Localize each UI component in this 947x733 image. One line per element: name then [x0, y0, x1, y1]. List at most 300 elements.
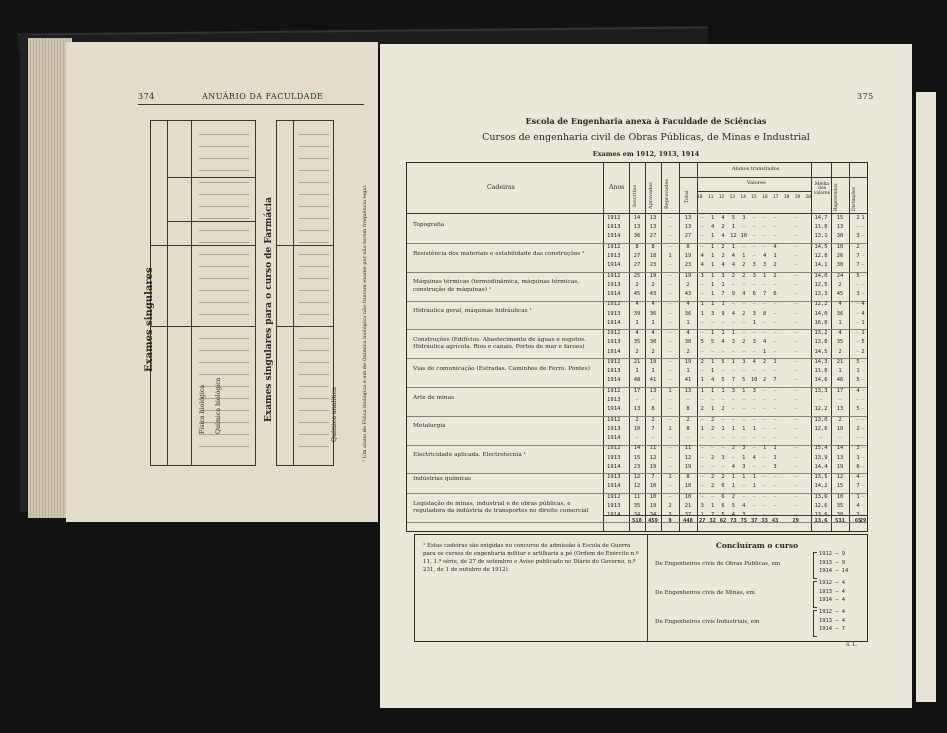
table-cell: — — [668, 233, 672, 240]
header-valores: Valores — [747, 180, 766, 186]
table-cell: — — [838, 396, 842, 403]
right-page — [380, 44, 912, 708]
year-cell: 1913 — [607, 502, 621, 509]
table-cell: — — [856, 310, 860, 317]
table-cell: — — [861, 272, 865, 279]
table-cell: — — [794, 445, 798, 452]
table-cell: — — [710, 445, 715, 452]
table-cell: — — [773, 224, 777, 231]
total-cell: 73 — [730, 518, 737, 524]
table-cell: 3 — [762, 262, 767, 269]
subject-block — [407, 417, 867, 445]
table-cell: — — [686, 396, 690, 403]
table-cell: — — [668, 445, 672, 452]
table-cell: 6 — [721, 483, 725, 490]
table-cell: 1 — [752, 474, 756, 481]
year-cell: 1913 — [607, 281, 621, 288]
table-cell: 10 — [750, 377, 758, 384]
concluiram-count: 1913 — 4 — [819, 588, 845, 595]
table-cell: — — [700, 434, 704, 441]
table-cell: — — [668, 348, 672, 355]
table-cell: 2 — [686, 281, 690, 288]
table-cell: 1 — [742, 474, 746, 481]
year-cell: 1912 — [607, 493, 621, 500]
table-cell: 4 — [773, 243, 777, 250]
subject-name: Legislação de minas, industrial e de obras públicas, e reguladora da indústria de transportes no direito comercial — [413, 500, 589, 514]
table-cell: 12 — [684, 454, 692, 461]
table-cell: 14,3 — [814, 359, 828, 365]
table-cell: — — [752, 233, 756, 240]
table-cell: 2 — [861, 348, 865, 355]
table-cell: — — [700, 233, 704, 240]
table-cell: 3 — [721, 272, 725, 279]
table-cell: 3 — [856, 290, 860, 297]
table-cell: 2 — [686, 416, 690, 423]
table-cell: 1 — [721, 425, 725, 432]
page-number-right: 375 — [857, 92, 874, 101]
table-cell: 2 — [721, 252, 725, 259]
header-alunos-transitados: Alunos transitados — [732, 166, 780, 172]
year-cell: 1913 — [607, 310, 621, 317]
table-cell: 14,7 — [814, 215, 828, 221]
year-cell: 1913 — [607, 396, 621, 403]
table-cell: 2 — [651, 348, 655, 355]
total-cell: 448 — [683, 518, 693, 524]
table-cell: 12,2 — [814, 406, 828, 413]
table-cell: — — [700, 416, 704, 423]
table-cell: — — [794, 377, 798, 384]
header-inscritos: Inscritos — [632, 184, 638, 207]
table-cell: — — [794, 368, 798, 375]
table-cell: — — [861, 463, 865, 470]
table-cell: — — [742, 493, 746, 500]
table-cell: — — [762, 368, 767, 375]
table-cell: 11 — [633, 493, 641, 500]
total-cell: 518 — [632, 518, 642, 524]
table-cell: 7 — [856, 483, 860, 490]
table-cell: 1 — [731, 425, 735, 432]
table-cell: 2 — [856, 425, 860, 432]
table-cell: — — [742, 406, 746, 413]
table-cell: — — [700, 281, 704, 288]
table-cell: — — [710, 348, 715, 355]
table-cell: 4 — [700, 262, 704, 269]
table-cell: 5 — [710, 339, 715, 346]
table-cell: 1 — [635, 368, 639, 375]
table-cell: 1 — [710, 368, 715, 375]
table-cell: 12,8 — [814, 252, 828, 259]
table-cell: — — [752, 493, 756, 500]
table-cell: — — [700, 224, 704, 231]
year-cell: 1914 — [607, 377, 621, 384]
table-cell: 2 — [762, 377, 767, 384]
table-cell: 4 — [856, 474, 860, 481]
header-dist: Distinções — [852, 186, 857, 211]
running-head: ANUÁRIO DA FACULDADE — [202, 92, 324, 101]
year-cell: 1914 — [607, 262, 621, 269]
table-cell: 3 — [721, 454, 725, 461]
table-cell: 1 — [752, 483, 756, 490]
table-cell: — — [861, 474, 865, 481]
table-cell: — — [721, 463, 725, 470]
table-cell: — — [861, 425, 865, 432]
table-cell: 39 — [633, 310, 641, 317]
table-cell: 5 — [856, 377, 860, 384]
table-cell: 14,5 — [814, 243, 828, 250]
table-cell: 3 — [856, 233, 860, 240]
year-cell: 1914 — [607, 463, 621, 470]
table-cell: — — [794, 454, 798, 461]
table-cell: 18 — [649, 252, 657, 259]
table-cell: 2 — [635, 281, 639, 288]
total-cell: 9 — [668, 518, 672, 524]
table-cell: 5 — [731, 502, 735, 509]
table-cell: — — [721, 319, 725, 326]
table-cell: 11 — [684, 445, 692, 452]
table-cell: — — [794, 224, 798, 231]
table-cell: 14,4 — [814, 463, 828, 470]
total-cell: 33 — [761, 518, 768, 524]
subject-block — [407, 359, 867, 387]
table-cell: 2 — [710, 454, 715, 461]
table-cell: — — [762, 434, 767, 441]
table-cell: — — [700, 215, 704, 221]
table-cell: 23 — [633, 463, 641, 470]
right-subtitle: Cursos de engenharia civil de Obras Públicas, de Minas e Industrial — [482, 132, 810, 143]
table-cell: — — [742, 319, 746, 326]
year-cell: 1914 — [607, 483, 621, 490]
table-cell: 43 — [649, 290, 657, 297]
subject-block — [407, 244, 867, 272]
table-cell: — — [794, 406, 798, 413]
table-cell: 1 — [752, 425, 756, 432]
table-cell: — — [861, 262, 865, 269]
table-cell: 14 — [836, 445, 844, 452]
table-cell: — — [861, 252, 865, 259]
total-cell: 29 — [859, 518, 867, 524]
table-cell: 2 — [635, 348, 639, 355]
table-cell: 1 — [651, 368, 655, 375]
table-cell: — — [861, 434, 865, 441]
page-number-left: 374 — [138, 92, 155, 101]
table-cell: 1 — [710, 262, 715, 269]
table-cell: — — [700, 493, 704, 500]
table-cell: — — [710, 319, 715, 326]
table-cell: 13,0 — [814, 339, 828, 346]
table-cell: 35 — [633, 502, 641, 509]
table-cell: 5 — [861, 339, 865, 346]
table-cell: 13,3 — [814, 290, 828, 297]
table-cell: — — [752, 348, 756, 355]
table-cell: — — [742, 483, 746, 490]
total-cell: 13,6 — [814, 518, 828, 524]
year-cell: 1914 — [607, 434, 621, 441]
table-cell: — — [861, 483, 865, 490]
table-cell: 19 — [649, 272, 657, 279]
table-cell: — — [773, 233, 777, 240]
table-cell: — — [794, 233, 798, 240]
table-cell: — — [731, 406, 735, 413]
table-cell: 19 — [649, 502, 657, 509]
table-cell: 4 — [651, 330, 655, 337]
table-cell: 1 — [686, 368, 690, 375]
table-cell: 4 — [752, 359, 756, 365]
table-cell: 13,2 — [814, 330, 828, 337]
table-cell: 1 — [856, 368, 860, 375]
table-cell: 5 — [721, 359, 725, 365]
table-cell: 8 — [651, 406, 655, 413]
table-cell: — — [773, 483, 777, 490]
table-cell: 41 — [684, 377, 692, 384]
table-cell: 1 — [773, 359, 777, 365]
left-course-1: Física biológica — [199, 384, 206, 434]
table-cell: — — [773, 434, 777, 441]
table-cell: 2 — [710, 474, 715, 481]
table-cell: — — [773, 502, 777, 509]
table-cell: — — [794, 262, 798, 269]
table-cell: 4 — [856, 502, 860, 509]
header-anos: Anos — [609, 184, 625, 191]
table-cell: — — [856, 348, 860, 355]
table-cell: 4 — [686, 330, 690, 337]
table-cell: 11,0 — [814, 368, 828, 375]
subject-name: Hidráulica geral, máquinas hidráulicas ¹ — [413, 308, 532, 315]
table-cell: 3 — [773, 463, 777, 470]
table-cell: 3 — [742, 215, 746, 221]
table-cell: 10 — [740, 233, 748, 240]
table-cell: — — [762, 215, 767, 221]
table-cell: 14,5 — [814, 348, 828, 355]
total-cell: 75 — [740, 518, 748, 524]
table-cell: — — [861, 387, 865, 394]
table-cell: 1 — [710, 359, 715, 365]
table-cell: 1 — [773, 454, 777, 461]
table-cell: — — [668, 416, 672, 423]
table-cell: 13 — [684, 387, 692, 394]
table-cell: 36 — [649, 310, 657, 317]
table-cell: — — [794, 281, 798, 288]
table-cell: — — [700, 474, 704, 481]
year-cell: 1912 — [607, 215, 621, 221]
year-cell: 1912 — [607, 387, 621, 394]
table-cell: — — [721, 368, 725, 375]
table-cell: — — [752, 396, 756, 403]
table-cell: 13,9 — [814, 454, 828, 461]
table-cell: — — [794, 339, 798, 346]
total-cell: 43 — [771, 518, 779, 524]
table-cell: 3 — [742, 445, 746, 452]
table-cell: 4 — [731, 262, 735, 269]
valores-cols: 10 11 12 13 14 15 16 17 18 19 20 — [697, 195, 811, 200]
table-cell: — — [861, 416, 865, 423]
table-cell: 23 — [684, 262, 692, 269]
table-cell: 13 — [633, 224, 641, 231]
table-cell: 3 — [752, 272, 756, 279]
table-cell: — — [838, 434, 842, 441]
table-cell: — — [668, 377, 672, 384]
table-cell: 13,0 — [814, 416, 828, 423]
table-cell: — — [861, 359, 865, 365]
table-cell: 1 — [700, 301, 704, 308]
table-cell: — — [710, 396, 715, 403]
table-cell: — — [861, 377, 865, 384]
year-cell: 1912 — [607, 330, 621, 337]
table-cell: 4 — [721, 215, 725, 221]
year-cell: 1913 — [607, 425, 621, 432]
table-cell: 14,6 — [814, 377, 828, 384]
table-cell: — — [752, 406, 756, 413]
table-cell: 4 — [721, 233, 725, 240]
year-cell: 1912 — [607, 301, 621, 308]
table-cell: — — [731, 416, 735, 423]
table-cell: 10 — [684, 493, 692, 500]
table-cell: 2 — [700, 406, 704, 413]
table-cell: — — [635, 396, 639, 403]
table-cell: — — [794, 416, 798, 423]
header-cadeiras: Cadeiras — [487, 184, 515, 191]
table-cell: — — [651, 434, 655, 441]
table-cell: 3 — [856, 445, 860, 452]
table-cell: 1 — [668, 387, 672, 394]
table-cell: 4 — [752, 454, 756, 461]
table-cell: — — [856, 281, 860, 288]
table-cell: 7 — [773, 377, 777, 384]
table-cell: 1 — [710, 502, 715, 509]
table-cell: 1 — [710, 252, 715, 259]
table-cell: — — [710, 463, 715, 470]
table-cell: 2 — [651, 281, 655, 288]
table-cell: 7 — [721, 290, 725, 297]
table-cell: 6 — [856, 463, 860, 470]
table-cell: 1 — [700, 425, 704, 432]
table-cell: 8 — [686, 243, 690, 250]
table-cell: — — [856, 416, 860, 423]
table-cell: 30 — [836, 262, 844, 269]
table-cell: 1 — [856, 493, 860, 500]
table-cell: — — [762, 483, 767, 490]
table-cell: — — [668, 310, 672, 317]
table-cell: — — [794, 463, 798, 470]
table-cell: 4 — [838, 330, 842, 337]
table-cell: — — [731, 396, 735, 403]
table-cell: — — [752, 330, 756, 337]
table-cell: 10 — [649, 493, 657, 500]
table-cell: 5 — [721, 377, 725, 384]
table-cell: 14 — [633, 445, 641, 452]
table-cell: 2 — [838, 416, 842, 423]
table-cell: 19 — [836, 463, 844, 470]
table-cell: — — [752, 215, 756, 221]
table-cell: — — [668, 319, 672, 326]
table-cell: 1 — [700, 310, 704, 317]
table-cell: 13 — [836, 454, 844, 461]
table-cell: 13 — [633, 406, 641, 413]
table-cell: — — [861, 502, 865, 509]
table-cell: 2 — [731, 493, 735, 500]
table-cell: 7 — [651, 425, 655, 432]
table-cell: 4 — [635, 301, 639, 308]
header-reprovados: Reprovados — [664, 179, 670, 209]
table-cell: 2 — [742, 262, 746, 269]
table-cell: — — [773, 319, 777, 326]
table-cell: 4 — [686, 301, 690, 308]
table-cell: 8 — [762, 310, 767, 317]
table-cell: — — [700, 348, 704, 355]
table-cell: 4 — [721, 262, 725, 269]
table-cell: 2 — [710, 425, 715, 432]
subject-block — [407, 474, 867, 492]
table-cell: — — [773, 339, 777, 346]
year-cell: 1914 — [607, 348, 621, 355]
table-cell: — — [752, 416, 756, 423]
header-media: Média dos valores — [813, 182, 831, 196]
table-cell: 10 — [684, 483, 692, 490]
table-cell: — — [752, 252, 756, 259]
table-cell: — — [762, 301, 767, 308]
left-table-2-title: Exames singulares para o curso de Farmácia — [264, 197, 274, 422]
table-cell: 5 — [856, 406, 860, 413]
table-cell: — — [856, 319, 860, 326]
table-cell: 19 — [684, 359, 692, 365]
table-cell: 24 — [836, 272, 844, 279]
concluiram-count: 1913 — 9 — [819, 559, 845, 566]
table-cell: — — [686, 434, 690, 441]
table-cell: — — [819, 434, 823, 441]
table-cell: — — [861, 454, 865, 461]
table-cell: 27 — [633, 252, 641, 259]
table-cell: 4 — [651, 301, 655, 308]
table-cell: 12 — [633, 474, 641, 481]
table-cell: 3 — [700, 272, 704, 279]
table-cell: — — [794, 483, 798, 490]
table-cell: — — [635, 434, 639, 441]
table-cell: 30 — [684, 339, 692, 346]
table-cell: — — [700, 319, 704, 326]
table-cell: 13,3 — [814, 387, 828, 394]
concluiram-count: 1914 — 7 — [819, 626, 845, 632]
table-cell: — — [762, 330, 767, 337]
table-cell: — — [668, 290, 672, 297]
table-cell: 1 — [762, 445, 767, 452]
table-cell: — — [752, 243, 756, 250]
table-cell: — — [794, 493, 798, 500]
right-footnote: ¹ Estas cadeiras são exigidas no concurso de admissão à Escola de Guerra para os cursos de engenharia militar e artilharia a pé (Ordem do Exército n.º 11, 1.ª série, de 27 de setembro e Aviso publicado no Diário do Governo, n.º 231, de 1 de outubro de 1912). — [423, 543, 639, 573]
table-cell: 9 — [731, 290, 735, 297]
year-cell: 1912 — [607, 359, 621, 365]
table-cell: 2 — [700, 359, 704, 365]
table-cell: — — [794, 425, 798, 432]
subject-block — [407, 330, 867, 358]
subject-name: Topografia — [413, 221, 445, 228]
table-cell: 1 — [861, 330, 865, 337]
table-cell: 8 — [686, 425, 690, 432]
table-cell: — — [731, 434, 735, 441]
table-cell: — — [773, 368, 777, 375]
table-cell: 25 — [633, 272, 641, 279]
total-cell: 65 — [854, 518, 862, 524]
table-cell: 30 — [649, 339, 657, 346]
table-cell: — — [700, 463, 704, 470]
table-cell: 1 — [838, 319, 842, 326]
table-cell: — — [794, 290, 798, 297]
table-cell: 1 — [773, 445, 777, 452]
table-cell: — — [861, 368, 865, 375]
year-cell: 1913 — [607, 474, 621, 481]
table-cell: 1 — [856, 454, 860, 461]
table-cell: 8 — [635, 243, 639, 250]
left-course-2: Química biológica — [215, 377, 222, 434]
table-cell: — — [794, 396, 798, 403]
